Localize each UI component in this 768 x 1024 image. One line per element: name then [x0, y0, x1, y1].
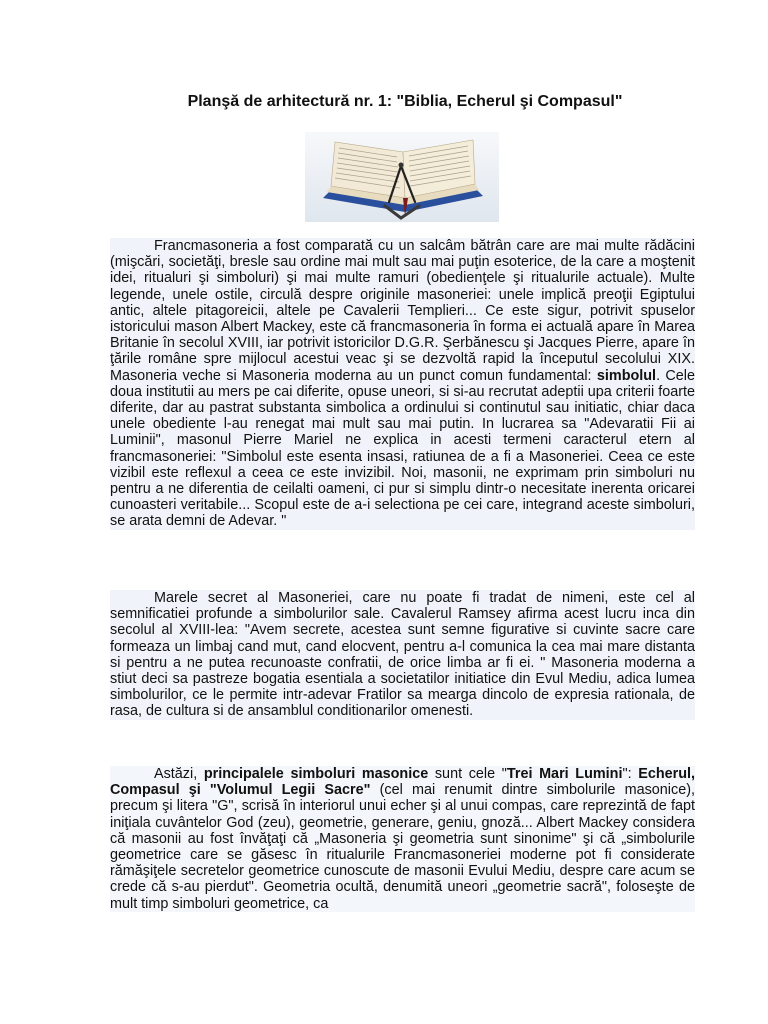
paragraph-secret — [110, 590, 695, 720]
bold-term: Echerul, Compasul şi "Volumul Legii Sacre" — [110, 766, 696, 799]
paragraph-text: Marele secret al Masoneriei, care nu poate fi tradat de nimeni, este cel al semnificatiei profunde a simbolurilor sale. Cavalerul Ramsey afirma acest lucru inca din secolul al XVIII-lea: "Avem secrete, acestea sunt semne figurative si cuvinte sacre care formeaza un limbaj cand mut, cand elocvent, pentru a-l comunica la cea mai mare distanta si pentru a ne putea recunoaste confratii, de orice limba ar fi ei. " Masoneria moderna a stiut deci sa pastreze bogatia esentiala a societatilor initiatice din Evul Mediu, adica lumea simbolurilor, ce le permite intr-adevar Fratilor sa mearga dincolo de expresia rationala, de rasa, de cultura si de ansamblul conditionarilor omenesti. — [110, 590, 695, 720]
paragraph-symbols — [110, 766, 695, 912]
bold-term: simbolul — [596, 367, 657, 384]
paragraph-text: sunt cele " — [428, 766, 507, 782]
page-title: Planşă de arhitectură nr. 1: "Biblia, Echerul şi Compasul" — [187, 93, 623, 110]
paragraph-text: ": — [622, 766, 639, 782]
bible-square-compass-image — [305, 132, 499, 222]
paragraph-origins — [110, 238, 695, 530]
paragraph-text: Francmasoneria a fost comparată cu un salcâm bătrân care are mai multe rădăcini (mişcări, societăţi, bresle sau ordine mai mult sau mai puţin esoterice, de la care a moştenit idei, ritualuri şi simboluri) şi mai multe ramuri (obedienţele şi ritualurile actuale). Multe legende, unele ostile, circulă despre originile masoneriei: unele implică preoţii Egiptului antic, altele pitagoreicii, altele pe Cavalerii Templieri... Ce este sigur, potrivit spuselor istoricului mason Albert Mackey, este că francmasoneria în forma ei actuală apare în Marea Britanie în secolul XVIII, iar potrivit istoricilor D.G.R. Şerbănescu şi Jacques Pierre, apare în ţările române spre mijlocul acestui veac şi se dezvoltă rapid la începutul secolului XIX. Masoneria veche si Masoneria moderna au un punct comun fundamental: — [110, 238, 695, 384]
paragraph-text: . Cele doua institutii au mers pe cai diferite, opuse uneori, si si-au recrutat adeptii upa criterii foarte diferite, dar au pastrat substanta simbolica a ordinului si continutul sau initiatic, chiar daca unele obediente l-au renegat mai mult sau mai putin. In lucrarea sa "Adevaratii Fii ai Luminii", masonul Pierre Mariel ne explica in acesti termeni caracterul etern al francmasoneriei: "Simbolul este esenta insasi, ratiunea de a fi a Masoneriei. Ceea ce este vizibil este reflexul a ceea ce este invizibil. Noi, masonii, ne exprimam prin simboluri nu pentru a ne diferentia de ceilalti oameni, ci pur si simplu dintr-o necesitate inerenta oricarei cunoasteri veritabile... Scopul este de a-i selectiona pe cei care, integrand aceste simboluri, se arata demni de Adevar. " — [110, 367, 695, 530]
paragraph-text: (cel mai renumit dintre simbolurile masonice), precum şi litera "G", scrisă în interiorul unui echer şi al unui compas, care reprezintă de fapt iniţiala cuvântelor God (zeu), geometrie, generare, geniu, gnoză... Albert Mackey considera că masonii au fost învăţaţi că „Masoneria şi geometria sunt sinonime" şi că „simbolurile geometrice care se găsesc în ritualurile Francmasoneriei moderne pot fi considerate rămăşiţele secretelor geometrice cunoscute de masonii Evului Mediu, despre care acum se crede că s-au pierdut". Geometria ocultă, denumită uneori „geometrie sacră", foloseşte de mult timp simboluri geometrice, ca — [110, 782, 695, 912]
open-bible-with-square-and-compass-icon — [305, 132, 499, 222]
paragraph-text: Astăzi, — [154, 766, 204, 782]
bold-term: principalele simboluri masonice — [203, 766, 429, 782]
bold-term: Trei Mari Lumini — [506, 766, 623, 782]
